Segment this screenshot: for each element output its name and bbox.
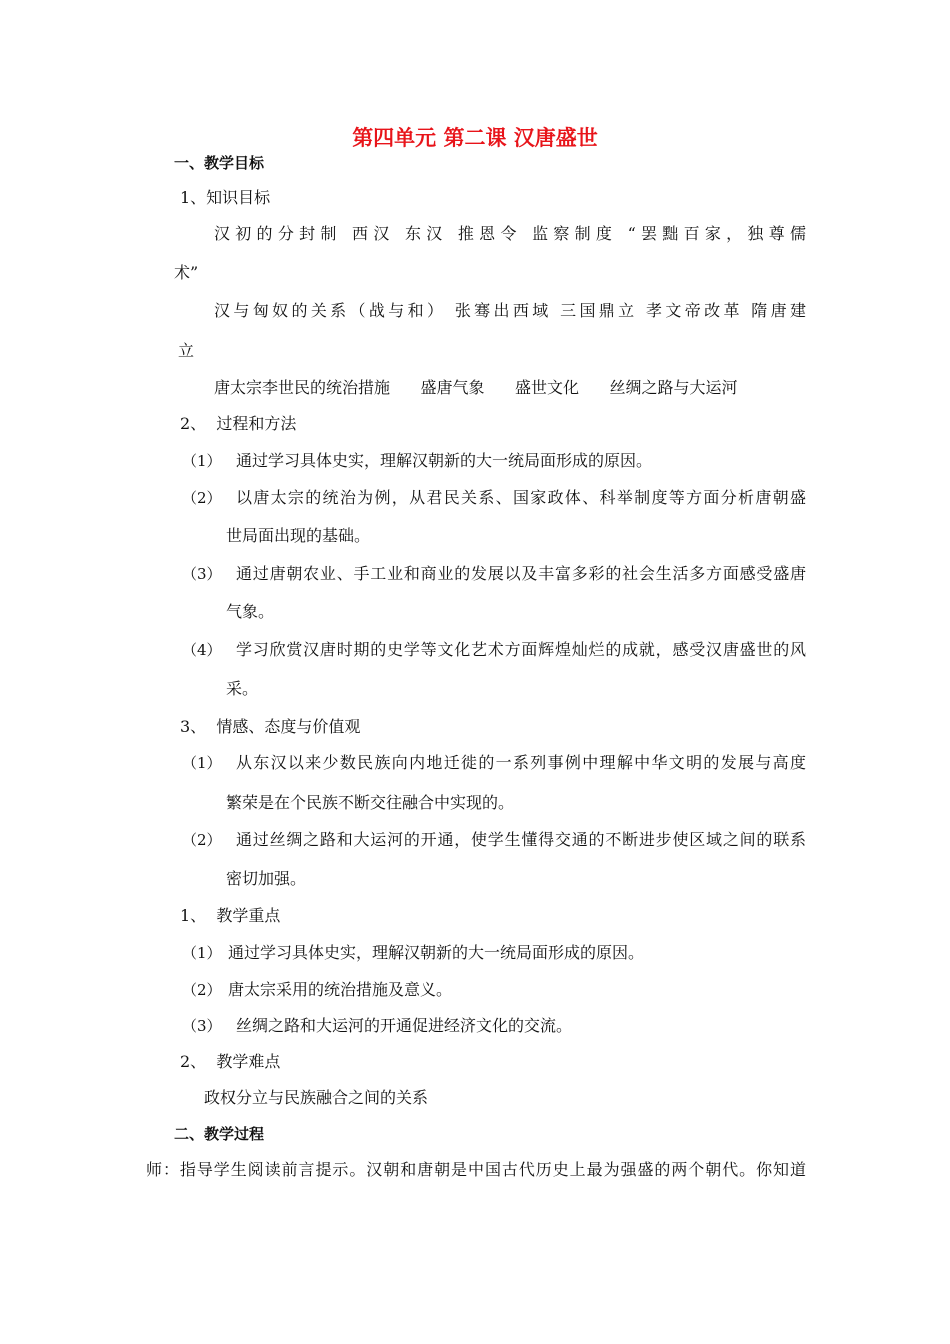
key-item-2-number: （2） [182,981,222,999]
process-item-1-text: 通过学习具体史实，理解汉朝新的大一统局面形成的原因。 [236,451,653,470]
difficulty-text: 政权分立与民族融合之间的关系 [204,1088,429,1107]
process-item-1-number: （1） [182,452,222,470]
knowledge-line-3: 唐太宗李世民的统治措施 盛唐气象 盛世文化 丝绸之路与大运河 [214,378,738,397]
key-item-2-text: 唐太宗采用的统治措施及意义。 [228,980,453,999]
process-item-3-text: 通过唐朝农业、手工业和商业的发展以及丰富多彩的社会生活多方面感受盛唐 [236,564,806,583]
difficulty-heading: 2、 教学难点 [180,1052,281,1071]
emotion-heading: 3、 情感、态度与价值观 [180,717,361,736]
process-item-4-text: 学习欣赏汉唐时期的史学等文化艺术方面辉煌灿烂的成就，感受汉唐盛世的风 [236,640,806,659]
process-paragraph: 师：指导学生阅读前言提示。汉朝和唐朝是中国古代历史上最为强盛的两个朝代。你知道 [146,1160,806,1179]
process-item-4-number: （4） [182,641,222,659]
page-title: 第四单元 第二课 汉唐盛世 [352,126,598,150]
knowledge-line-1: 汉初的分封制 西汉 东汉 推恩令 监察制度 “罢黜百家，独尊儒 [214,224,806,243]
process-item-3-number: （3） [182,565,222,583]
emotion-item-2-cont: 密切加强。 [226,869,307,888]
key-item-1-text: 通过学习具体史实，理解汉朝新的大一统局面形成的原因。 [228,943,645,962]
key-item-1-number: （1） [182,944,222,962]
emotion-item-2-number: （2） [182,831,222,849]
process-item-3-cont: 气象。 [226,602,275,621]
section-heading-process: 二、教学过程 [174,1125,265,1143]
key-item-3-number: （3） [182,1017,222,1035]
emotion-item-1-number: （1） [182,754,222,772]
process-item-4-cont: 采。 [226,679,259,698]
knowledge-line-1-cont: 术” [174,263,199,282]
process-item-2-cont: 世局面出现的基础。 [226,526,371,545]
emotion-item-1-cont: 繁荣是在个民族不断交往融合中实现的。 [226,793,515,812]
knowledge-heading: 1、知识目标 [180,188,271,207]
knowledge-line-2: 汉与匈奴的关系（战与和） 张骞出西域 三国鼎立 孝文帝改革 隋唐建 [214,301,806,320]
key-points-heading: 1、 教学重点 [180,906,281,925]
section-heading-objectives: 一、教学目标 [174,154,265,172]
emotion-item-1-text: 从东汉以来少数民族向内地迁徙的一系列事例中理解中华文明的发展与高度 [236,753,806,772]
knowledge-line-2-cont: 立 [178,341,195,360]
process-heading: 2、 过程和方法 [180,414,297,433]
key-item-3-text: 丝绸之路和大运河的开通促进经济文化的交流。 [236,1016,573,1035]
process-item-2-number: （2） [182,489,222,507]
process-item-2-text: 以唐太宗的统治为例，从君民关系、国家政体、科举制度等方面分析唐朝盛 [236,488,806,507]
emotion-item-2-text: 通过丝绸之路和大运河的开通，使学生懂得交通的不断进步使区域之间的联系 [236,830,806,849]
